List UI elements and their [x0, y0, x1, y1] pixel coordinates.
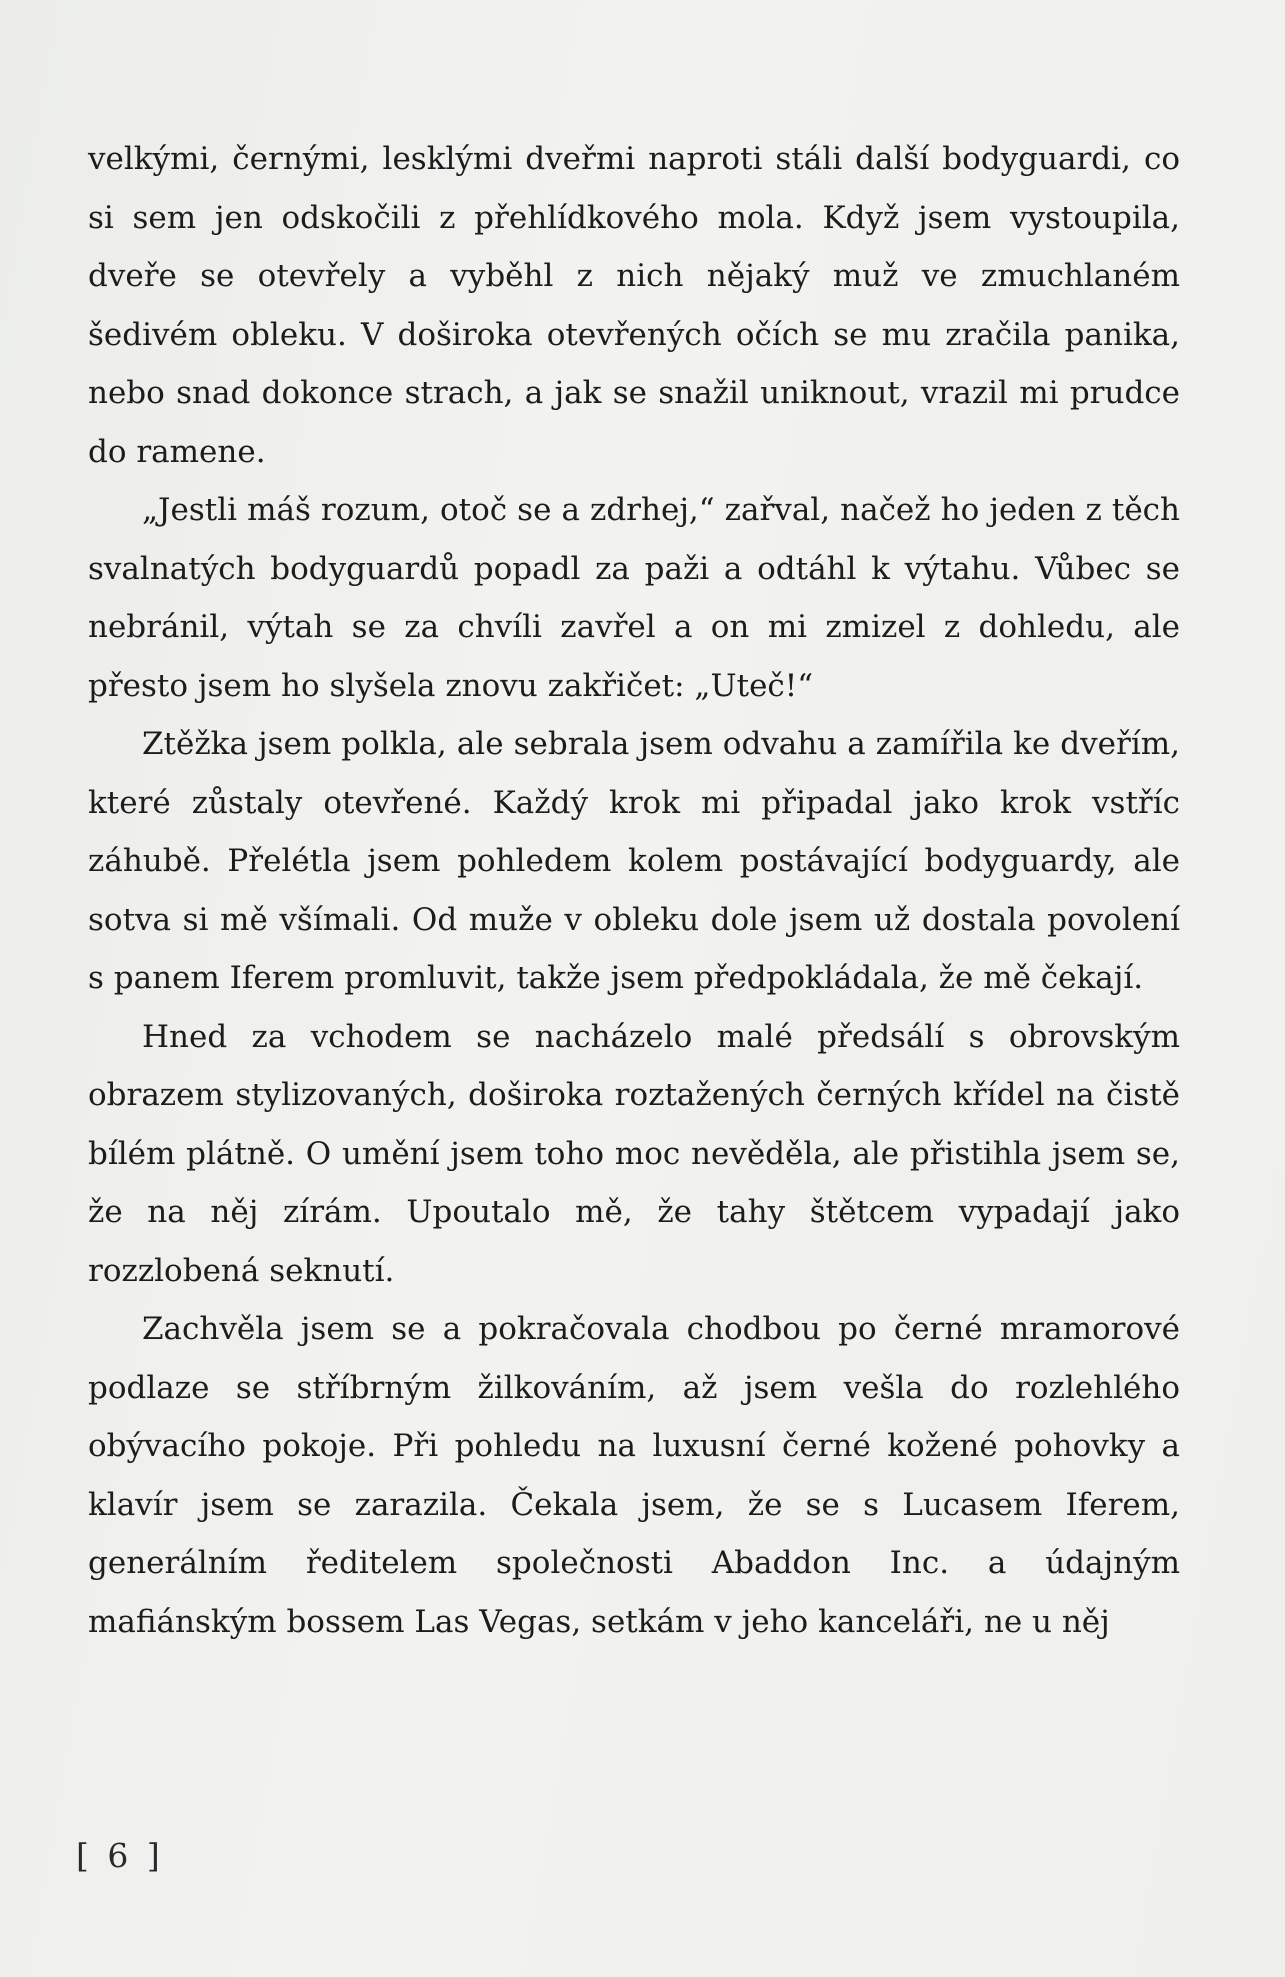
paragraph-1: velkými, černými, lesklými dveřmi naproti stáli další bodyguardi, co si sem jen odskočili z přehlídkového mola. Když jsem vystoupila, dveře se otevřely a vyběhl z nich nějaký muž ve zmuchlaném šedivém obleku. V doširoka otevřených očích se mu zračila panika, nebo snad dokonce strach, a jak se snažil uniknout, vrazil mi prudce do ramene. [88, 141, 1180, 470]
paragraph-3: Ztěžka jsem polkla, ale sebrala jsem odvahu a zamířila ke dveřím, které zůstaly otevřené. Každý krok mi připadal jako krok vstříc záhubě. Přelétla jsem pohledem kolem postávající bodyguardy, ale sotva si mě všímali. Od muže v obleku dole jsem už dostala povolení s panem Iferem promluvit, takže jsem předpokládala, že mě čekají. [88, 726, 1180, 996]
paragraph-4: Hned za vchodem se nacházelo malé předsálí s obrovským obrazem stylizovaných, doširoka roztažených černých křídel na čistě bílém plátně. O umění jsem toho moc nevěděla, ale přistihla jsem se, že na něj zírám. Upoutalo mě, že tahy štětcem vypadají jako rozzlobená seknutí. [88, 1018, 1180, 1289]
page-number: [ 6 ] [76, 1836, 164, 1875]
paragraph-2: „Jestli máš rozum, otoč se a zdrhej,“ zařval, načež ho jeden z těch svalnatých bodyguardů popadl za paži a odtáhl k výtahu. Vůbec se nebránil, výtah se za chvíli zavřel a on mi zmizel z dohledu, ale přesto jsem ho slyšela znovu zakřičet: „Uteč!“ [88, 492, 1180, 704]
paragraph-5: Zachvěla jsem se a pokračovala chodbou po černé mramorové podlaze se stříbrným žilkováním, až jsem vešla do rozlehlého obývacího pokoje. Při pohledu na luxusní černé kožené pohovky a klavír jsem se zarazila. Čekala jsem, že se s Lucasem Iferem, generálním ředitelem společnosti Abaddon Inc. a údajným mafiánským bossem Las Vegas, setkám v jeho kanceláři, ne u něj [88, 1311, 1180, 1640]
body-text [88, 130, 1180, 1651]
